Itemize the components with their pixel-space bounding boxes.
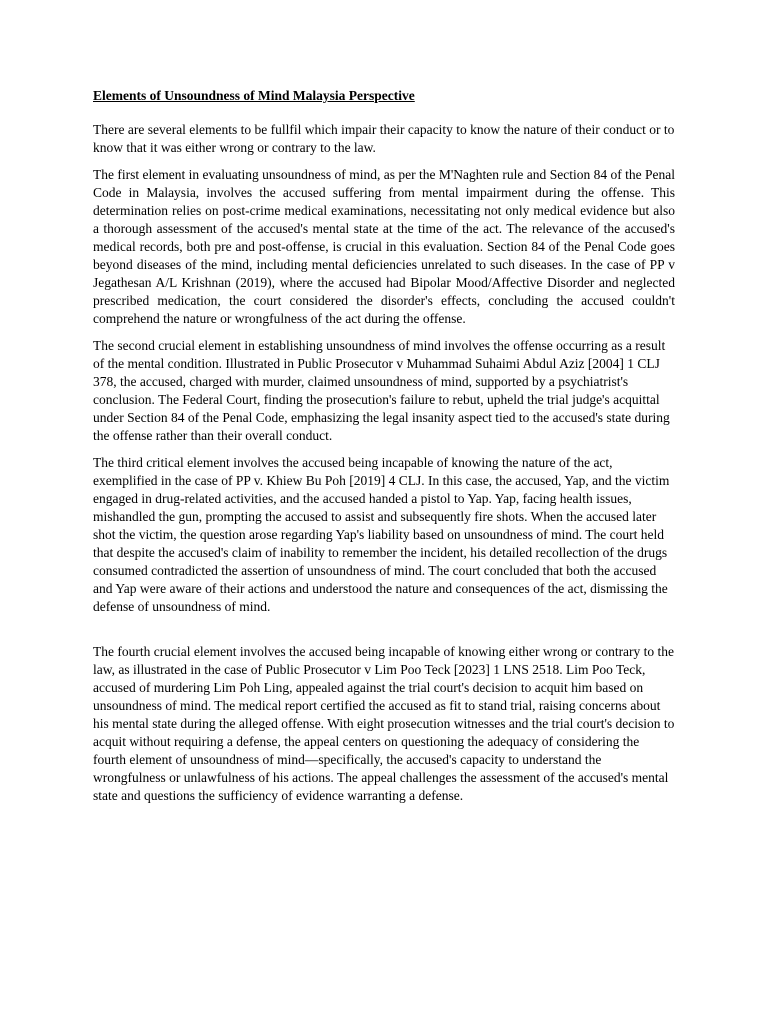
document-title: Elements of Unsoundness of Mind Malaysia Perspective xyxy=(93,88,415,103)
document-page xyxy=(93,87,675,814)
paragraph-fourth-element: The fourth crucial element involves the accused being incapable of knowing either wrong or contrary to the law, as illustrated in the case of Public Prosecutor v Lim Poo Teck [2023] 1 LNS 2518. Lim Poo Teck, accused of murdering Lim Poh Ling, appealed against the trial court's decision to acquit him based on unsoundness of mind. The medical report certified the accused as fit to stand trial, raising concerns about his mental state during the alleged offense. With eight prosecution witnesses and the trial court's decision to acquit without requiring a defense, the appeal centers on questioning the adequacy of considering the fourth element of unsoundness of mind—specifically, the accused's capacity to understand the wrongfulness or unlawfulness of his actions. The appeal challenges the assessment of the accused's mental state and questions the sufficiency of evidence warranting a defense. xyxy=(93,644,675,803)
paragraph-third-element: The third critical element involves the accused being incapable of knowing the nature of the act, exemplified in the case of PP v. Khiew Bu Poh [2019] 4 CLJ. In this case, the accused, Yap, and the victim engaged in drug-related activities, and the accused handed a pistol to Yap. Yap, facing health issues, mishandled the gun, prompting the accused to assist and subsequently fire shots. When the accused later shot the victim, the question arose regarding Yap's liability based on unsoundness of mind. The court held that despite the accused's claim of inability to remember the incident, his detailed recollection of the drugs consumed contradicted the assertion of unsoundness of mind. The court concluded that both the accused and Yap were aware of their actions and understood the nature and consequences of the act, dismissing the defense of unsoundness of mind. xyxy=(93,455,670,614)
paragraph-first-element: The first element in evaluating unsoundness of mind, as per the M'Naghten rule and Section 84 of the Penal Code in Malaysia, involves the accused suffering from mental impairment during the offense. This determination relies on post-crime medical examinations, necessitating not only medical evidence but also a thorough assessment of the accused's mental state at the time of the act. The relevance of the accused's medical records, both pre and post-offense, is crucial in this evaluation. Section 84 of the Penal Code goes beyond diseases of the mind, including mental deficiencies unrelated to such diseases. In the case of PP v Jegathesan A/L Krishnan (2019), where the accused had Bipolar Mood/Affective Disorder and neglected prescribed medication, the court considered the disorder's effects, concluding the accused couldn't comprehend the nature or wrongfulness of the act during the offense. xyxy=(93,167,675,326)
paragraph-second-element: The second crucial element in establishing unsoundness of mind involves the offense occurring as a result of the mental condition. Illustrated in Public Prosecutor v Muhammad Suhaimi Abdul Aziz [2004] 1 CLJ 378, the accused, charged with murder, claimed unsoundness of mind, supported by a psychiatrist's conclusion. The Federal Court, finding the prosecution's failure to rebut, upheld the trial judge's acquittal under Section 84 of the Penal Code, emphasizing the legal insanity aspect tied to the accused's state during the offense rather than their overall conduct. xyxy=(93,338,670,443)
paragraph-intro: There are several elements to be fullfil which impair their capacity to know the nature of their conduct or to know that it was either wrong or contrary to the law. xyxy=(93,122,675,155)
